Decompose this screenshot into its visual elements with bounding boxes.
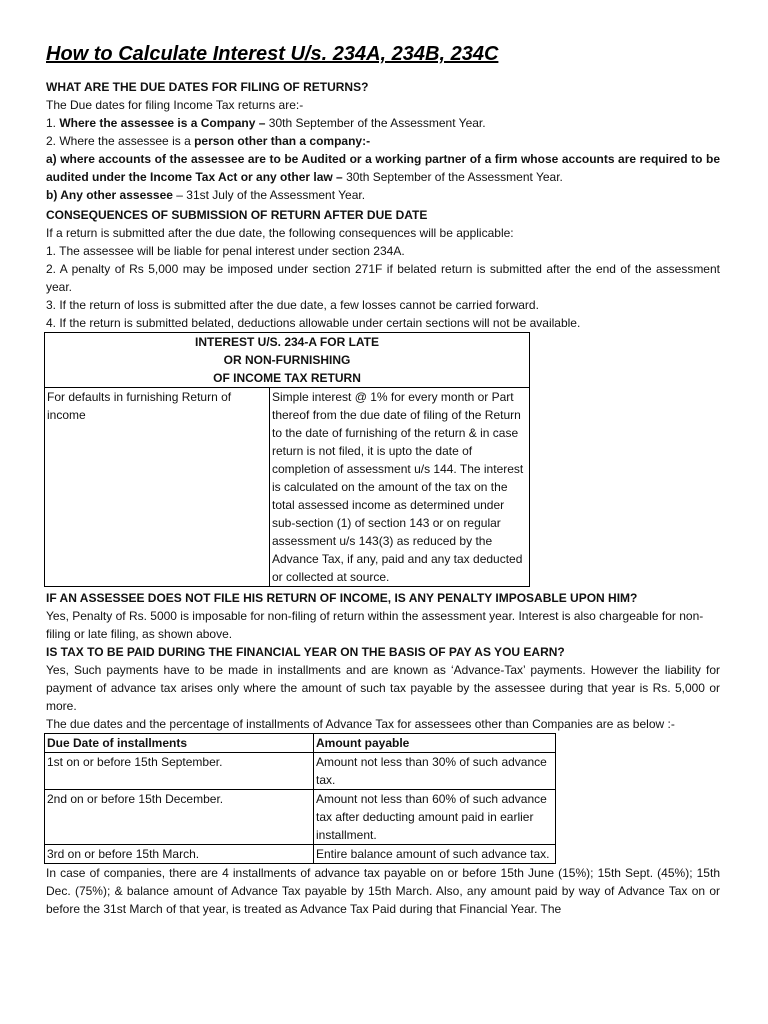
section-heading-penalty: IF AN ASSESSEE DOES NOT FILE HIS RETURN OF INCOME, IS ANY PENALTY IMPOSABLE UPON HIM? <box>46 591 638 605</box>
installment-date-cell: 2nd on or before 15th December. <box>45 790 314 845</box>
item-bold-text: person other than a company:- <box>194 134 371 148</box>
installment-amount-cell: Amount not less than 30% of such advance tax. <box>314 753 556 790</box>
consequence-item: 1. The assessee will be liable for penal interest under section 234A. <box>46 244 405 258</box>
table-header-line: INTEREST U/S. 234-A FOR LATE <box>194 335 380 349</box>
item-text: 30th September of the Assessment Year. <box>265 116 486 130</box>
consequence-item: 3. If the return of loss is submitted after the due date, a few losses cannot be carried forward. <box>46 298 539 312</box>
table-row <box>45 388 530 587</box>
section-heading-consequences: CONSEQUENCES OF SUBMISSION OF RETURN AFTER DUE DATE <box>46 208 428 222</box>
item-text: 2. Where the assessee is a <box>46 134 195 148</box>
advance-tax-due-dates-intro: The due dates and the percentage of installments of Advance Tax for assessees other than Companies are as below :- <box>46 717 675 731</box>
column-header-amount: Amount payable <box>314 734 556 753</box>
penalty-text: Yes, Penalty of Rs. 5000 is imposable for non-filing of return within the assessment year. Interest is also chargeable for non-filing or late filing, as shown above. <box>46 609 704 641</box>
advance-tax-installments-table <box>44 733 556 864</box>
table-header-line: OF INCOME TAX RETURN <box>213 371 361 385</box>
due-date-item-a <box>46 150 720 186</box>
table-cell-default: For defaults in furnishing Return of income <box>45 388 270 587</box>
item-text: 30th September of the Assessment Year. <box>342 170 563 184</box>
item-bold-text: b) Any other assessee <box>46 188 173 202</box>
table-header-line: OR NON-FURNISHING <box>223 353 351 367</box>
table-row <box>45 753 556 790</box>
table-row <box>45 845 556 864</box>
column-header-due-date: Due Date of installments <box>45 734 314 753</box>
due-date-item-2 <box>46 132 720 150</box>
due-dates-intro: The Due dates for filing Income Tax returns are:- <box>46 98 304 112</box>
table-row <box>45 790 556 845</box>
section-heading-advance-tax: IS TAX TO BE PAID DURING THE FINANCIAL YEAR ON THE BASIS OF PAY AS YOU EARN? <box>46 645 565 659</box>
installment-date-cell: 3rd on or before 15th March. <box>45 845 314 864</box>
interest-234a-table <box>44 332 530 587</box>
item-text: – 31st July of the Assessment Year. <box>172 188 366 202</box>
companies-installments-paragraph: In case of companies, there are 4 installments of advance tax payable on or before 15th June (15%); 15th Sept. (45%); 15th Dec. (75%); & balance amount of Advance Tax payable by 15th March. Also, any amount paid by way of Advance Tax on or before the 31st March of that year, is treated as Advance Tax Paid during that Financial Year. The <box>46 866 720 916</box>
table-cell-interest-rule: Simple interest @ 1% for every month or Part thereof from the due date of filing of the Return to the date of furnishing of the return & in case return is not filed, it is upto the date of completion of assessment u/s 144. The interest is calculated on the amount of the tax on the total assessed income as determined under sub-section (1) of section 143 or on regular assessment u/s 143(3) as reduced by the Advance Tax, if any, paid and any tax deducted or collected at source. <box>270 388 530 587</box>
consequences-intro: If a return is submitted after the due date, the following consequences will be applicable: <box>46 226 514 240</box>
consequence-item: 2. A penalty of Rs 5,000 may be imposed under section 271F if belated return is submitted after the end of the assessment year. <box>46 262 720 294</box>
document-title: How to Calculate Interest U/s. 234A, 234B, 234C <box>46 43 499 65</box>
installment-date-cell: 1st on or before 15th September. <box>45 753 314 790</box>
table-header <box>45 333 530 388</box>
due-date-item-b <box>46 186 720 204</box>
table-header-row <box>45 734 556 753</box>
installment-amount-cell: Amount not less than 60% of such advance tax after deducting amount paid in earlier installment. <box>314 790 556 845</box>
item-number: 1. <box>46 116 60 130</box>
item-bold-text: a) where accounts of the assessee are to be Audited or a working partner of a firm whose accounts are required to be audited under the Income Tax Act or any other law – <box>46 152 720 184</box>
section-heading-due-dates: WHAT ARE THE DUE DATES FOR FILING OF RETURNS? <box>46 80 369 94</box>
due-date-item-1 <box>46 114 720 132</box>
document-page <box>46 40 720 918</box>
installment-amount-cell: Entire balance amount of such advance tax. <box>314 845 556 864</box>
item-bold-text: Where the assessee is a Company – <box>59 116 266 130</box>
advance-tax-paragraph: Yes, Such payments have to be made in installments and are known as ‘Advance-Tax’ payments. However the liability for payment of advance tax arises only where the amount of such tax payable by the assessee during that year is Rs. 5,000 or more. <box>46 663 720 713</box>
consequence-item: 4. If the return is submitted belated, deductions allowable under certain sections will not be available. <box>46 316 581 330</box>
